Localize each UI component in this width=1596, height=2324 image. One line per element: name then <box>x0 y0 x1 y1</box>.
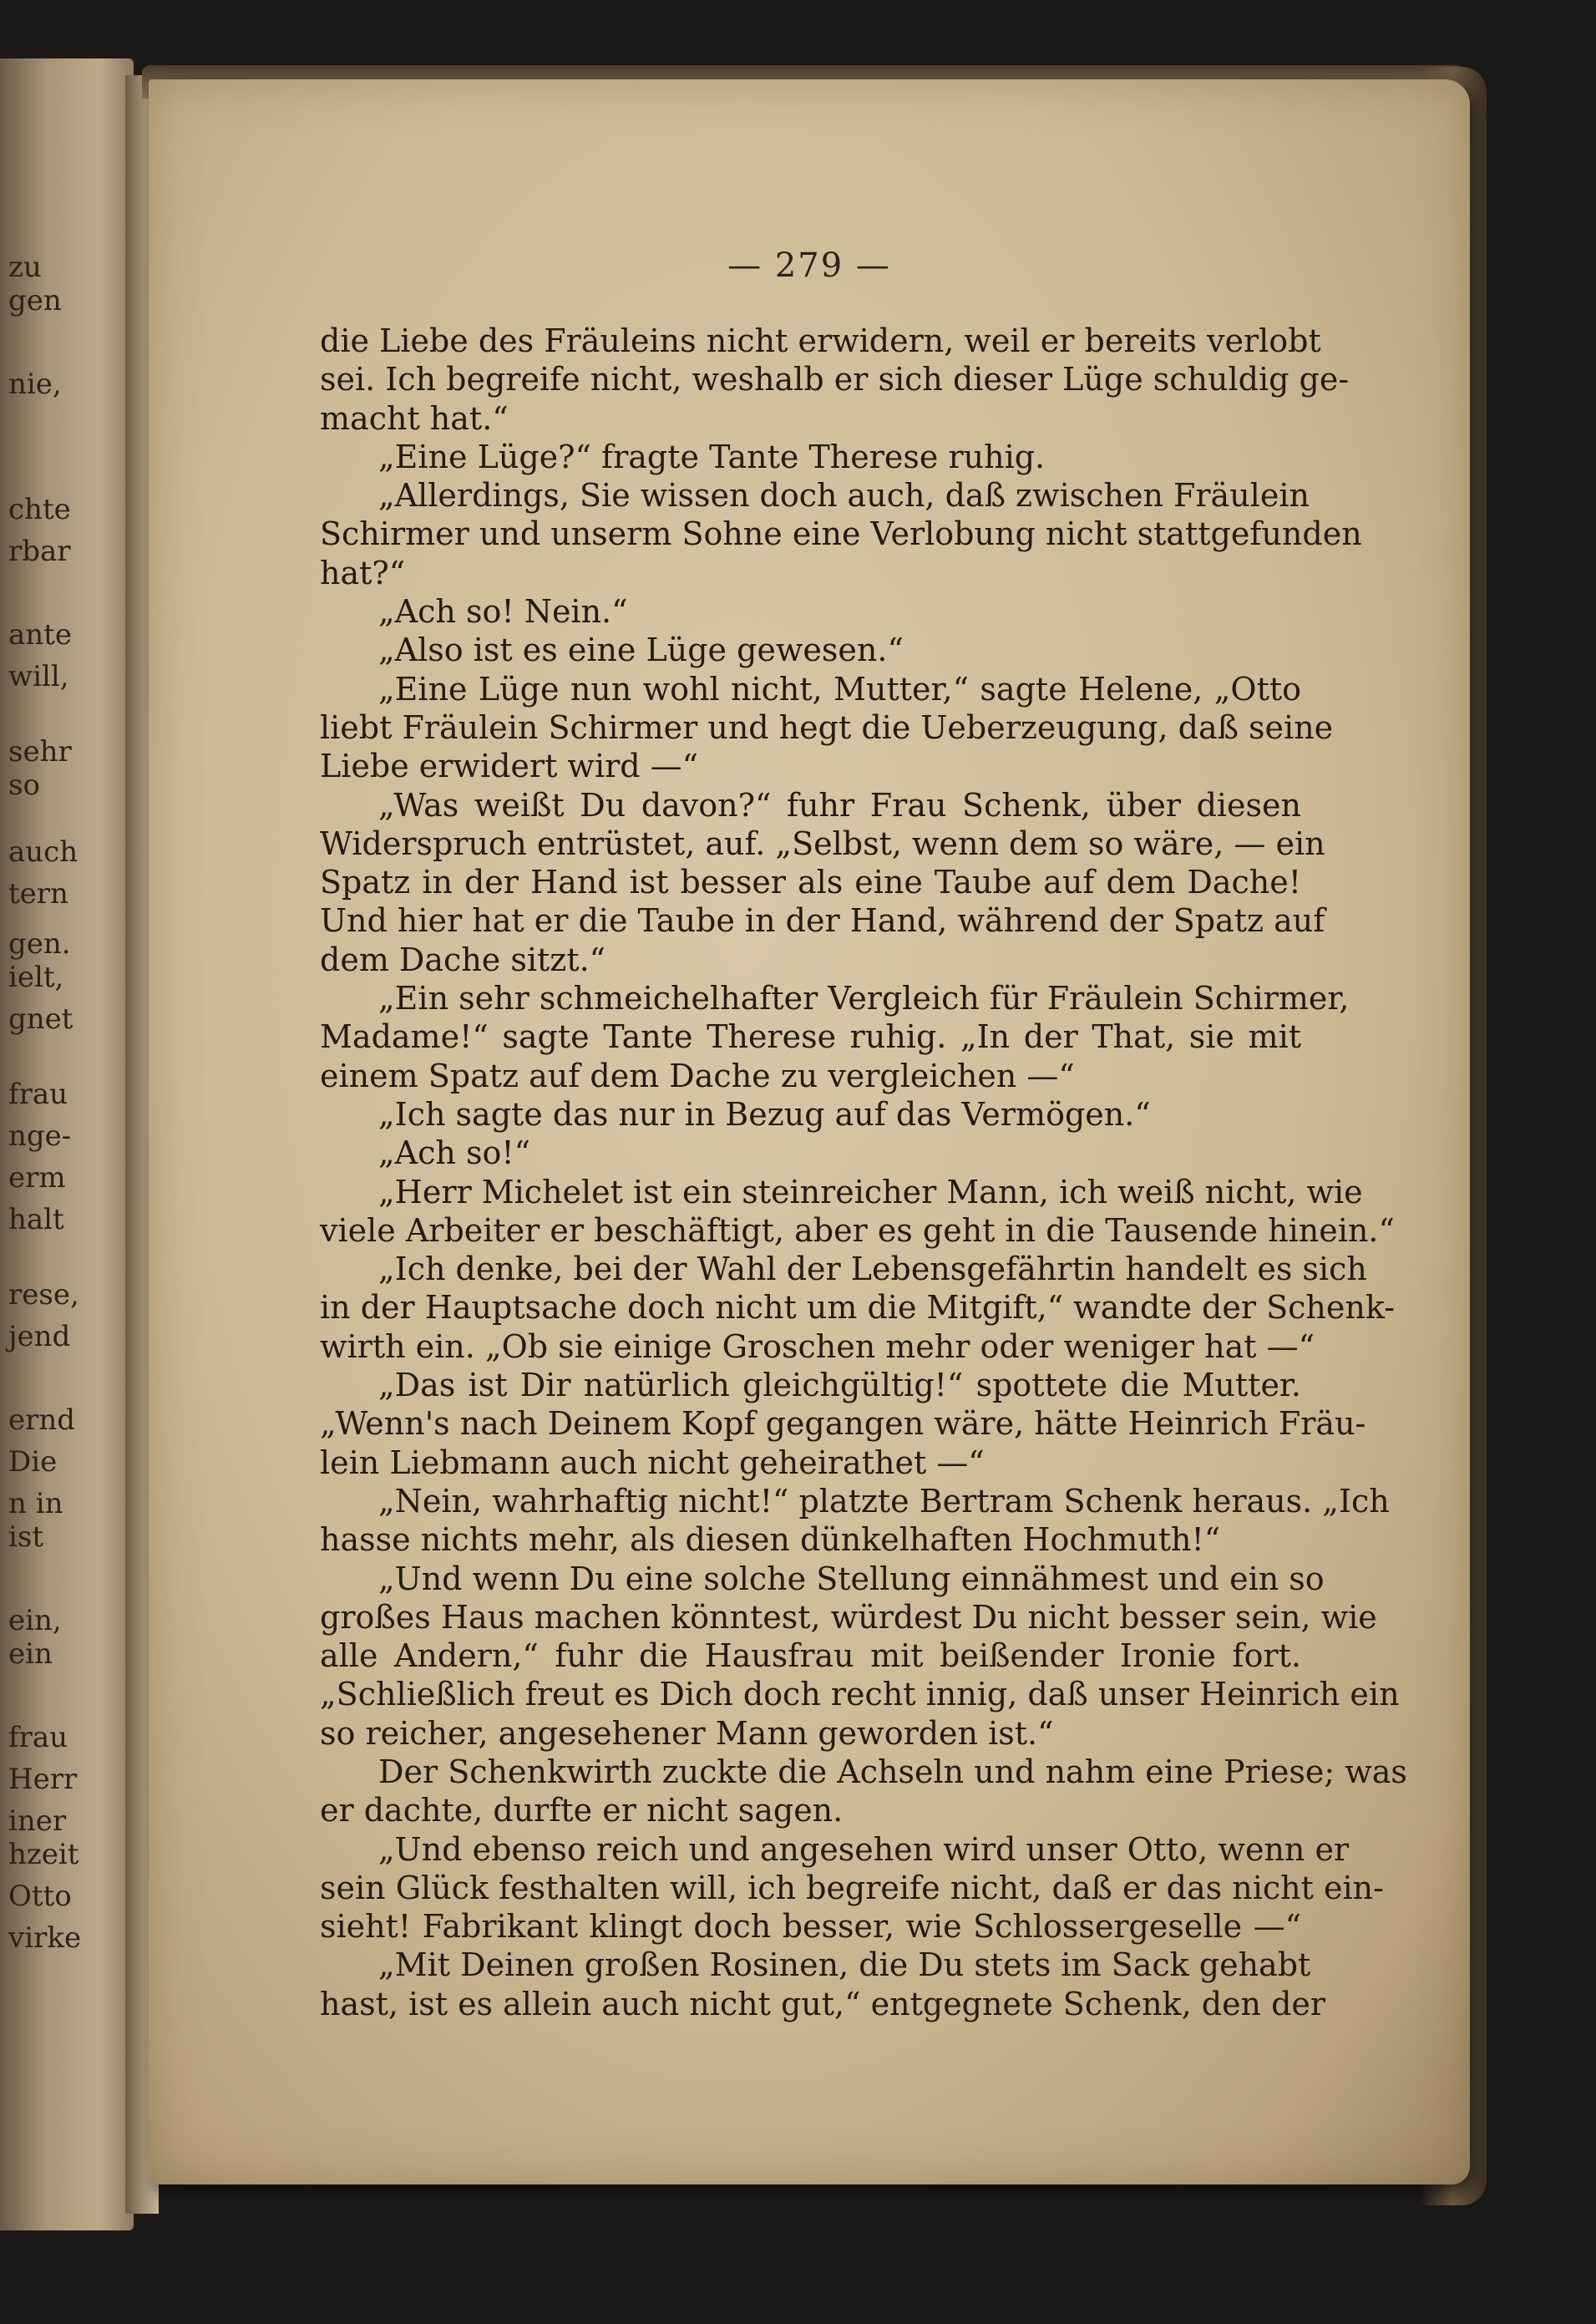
text-line: „Ich sagte das nur in Bezug auf das Vermögen.“ <box>378 1095 1151 1133</box>
facing-page-fragment: so <box>8 769 40 802</box>
text-line: „Was weißt Du davon?“ fuhr Frau Schenk, über diesen <box>378 786 1301 824</box>
facing-page-fragment: chte <box>8 493 71 526</box>
text-line: er dachte, durfte er nicht sagen. <box>320 1792 844 1829</box>
facing-page-fragment: rbar <box>8 535 71 568</box>
text-line: „Und wenn Du eine solche Stellung einnähmest und ein so <box>378 1560 1325 1597</box>
text-line: großes Haus machen könntest, würdest Du nicht besser sein, wie <box>320 1598 1377 1636</box>
text-line: „Also ist es eine Lüge gewesen.“ <box>378 632 904 669</box>
facing-page-fragment: gnet <box>8 1002 73 1036</box>
text-line: hasse nichts mehr, als diesen dünkelhaften Hochmuth!“ <box>320 1521 1221 1559</box>
text-line: sei. Ich begreife nicht, weshalb er sich dieser Lüge schuldig ge- <box>320 361 1350 398</box>
text-line: sieht! Fabrikant klingt doch besser, wie Schlossergeselle —“ <box>320 1908 1301 1946</box>
text-line: „Ach so!“ <box>378 1134 531 1172</box>
text-line: hast, ist es allein auch nicht gut,“ entgegnete Schenk, den der <box>320 1985 1326 2022</box>
facing-page-fragment: ielt, <box>8 961 64 994</box>
text-line: „Ein sehr schmeichelhafter Vergleich für Fräulein Schirmer, <box>378 980 1350 1017</box>
text-line: macht hat.“ <box>320 399 509 437</box>
facing-page-fragment: jend <box>8 1320 71 1353</box>
text-line: Widerspruch entrüstet, auf. „Selbst, wenn dem so wäre, — ein <box>320 825 1325 862</box>
text-line: Der Schenkwirth zuckte die Achseln und nahm eine Priese; was <box>378 1753 1407 1790</box>
text-line: Spatz in der Hand ist besser als eine Taube auf dem Dache! <box>320 864 1301 901</box>
text-line: „Wenn's nach Deinem Kopf gegangen wäre, hätte Heinrich Fräu- <box>320 1405 1366 1443</box>
text-line: „Schließlich freut es Dich doch recht innig, daß unser Heinrich ein <box>320 1676 1400 1713</box>
text-line: „Nein, wahrhaftig nicht!“ platzte Bertram Schenk heraus. „Ich <box>378 1482 1390 1520</box>
text-line: „Herr Michelet ist ein steinreicher Mann, ich weiß nicht, wie <box>378 1173 1363 1210</box>
facing-page-fragment: Otto <box>8 1880 72 1913</box>
text-line: einem Spatz auf dem Dache zu vergleichen —“ <box>320 1057 1075 1094</box>
facing-page-fragment: nie, <box>8 368 62 401</box>
text-line: wirth ein. „Ob sie einige Groschen mehr oder weniger hat —“ <box>320 1327 1315 1365</box>
left-page-fragment <box>0 58 134 2230</box>
facing-page-fragment: n in <box>8 1487 63 1520</box>
facing-page-fragment: Die <box>8 1445 58 1479</box>
facing-page-fragment: ist <box>8 1520 43 1554</box>
text-line: „Allerdings, Sie wissen doch auch, daß zwischen Fräulein <box>378 477 1310 515</box>
facing-page-fragment: erm <box>8 1161 66 1195</box>
facing-page-fragment: iner <box>8 1804 67 1838</box>
text-line: liebt Fräulein Schirmer und hegt die Ueberzeugung, daß seine <box>320 708 1334 746</box>
page-text <box>320 322 1407 2023</box>
facing-page-fragment: ein, <box>8 1604 62 1637</box>
page-number: — 279 — <box>727 246 891 285</box>
text-line: so reicher, angesehener Mann geworden ist.“ <box>320 1714 1054 1752</box>
facing-page-fragment: auch <box>8 835 79 869</box>
text-line: viele Arbeiter er beschäftigt, aber es geht in die Tausende hinein.“ <box>320 1211 1395 1249</box>
book-page <box>149 79 1470 2184</box>
facing-page-fragment: gen. <box>8 927 71 961</box>
facing-page-fragment: zu <box>8 251 42 284</box>
text-line: lein Liebmann auch nicht geheirathet —“ <box>320 1444 985 1481</box>
text-line: in der Hauptsache doch nicht um die Mitgift,“ wandte der Schenk- <box>320 1289 1396 1327</box>
text-line: „Ach so! Nein.“ <box>378 593 628 631</box>
facing-page-fragment: halt <box>8 1203 64 1236</box>
facing-page-fragment: gen <box>8 284 62 317</box>
text-line: sein Glück festhalten will, ich begreife nicht, daß er das nicht ein- <box>320 1869 1384 1906</box>
text-line: hat?“ <box>320 554 406 591</box>
facing-page-fragment: ernd <box>8 1403 76 1437</box>
text-line: „Eine Lüge?“ fragte Tante Therese ruhig. <box>378 438 1046 475</box>
text-line: die Liebe des Fräuleins nicht erwidern, weil er bereits verlobt <box>320 322 1321 359</box>
facing-page-fragment: virke <box>8 1921 82 1955</box>
facing-page-fragment: ein <box>8 1637 53 1671</box>
text-line: „Und ebenso reich und angesehen wird unser Otto, wenn er <box>378 1830 1350 1868</box>
facing-page-fragment: hzeit <box>8 1838 79 1871</box>
text-line: alle Andern,“ fuhr die Hausfrau mit beißender Ironie fort. <box>320 1637 1301 1675</box>
facing-page-fragment: will, <box>8 660 69 693</box>
facing-page-fragment: rese, <box>8 1278 79 1312</box>
text-line: Und hier hat er die Taube in der Hand, während der Spatz auf <box>320 902 1325 940</box>
facing-page-fragment: Herr <box>8 1763 78 1796</box>
text-line: Liebe erwidert wird —“ <box>320 748 699 785</box>
text-line: Madame!“ sagte Tante Therese ruhig. „In der That, sie mit <box>320 1018 1301 1056</box>
facing-page-fragment: sehr <box>8 735 72 769</box>
facing-page-fragment: frau <box>8 1078 68 1111</box>
facing-page-fragment: tern <box>8 877 68 911</box>
text-line: „Mit Deinen großen Rosinen, die Du stets im Sack gehabt <box>378 1946 1311 1984</box>
text-line: „Ich denke, bei der Wahl der Lebensgefährtin handelt es sich <box>378 1251 1367 1288</box>
text-line: Schirmer und unserm Sohne eine Verlobung nicht stattgefunden <box>320 515 1362 553</box>
facing-page-fragment: frau <box>8 1721 68 1754</box>
text-line: „Eine Lüge nun wohl nicht, Mutter,“ sagte Helene, „Otto <box>378 670 1301 708</box>
facing-page-fragment: nge- <box>8 1119 72 1153</box>
facing-page-fragment: ante <box>8 618 72 652</box>
text-line: „Das ist Dir natürlich gleichgültig!“ spottete die Mutter. <box>378 1367 1301 1404</box>
text-line: dem Dache sitzt.“ <box>320 941 606 978</box>
